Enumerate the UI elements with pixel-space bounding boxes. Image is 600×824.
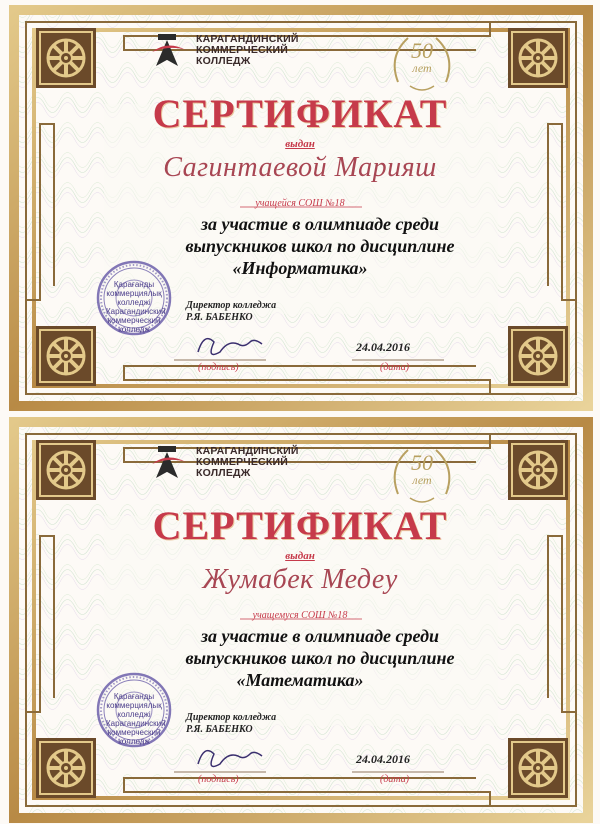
recipient-name: Жумабек Медеу	[202, 564, 398, 595]
discipline-name: «Математика»	[236, 670, 364, 690]
corner-ornament	[36, 440, 96, 500]
director-block	[186, 300, 276, 324]
recipient-name: Сагинтаевой Марияш	[163, 152, 437, 183]
director-name: Р.Я. БАБЕНКО	[186, 724, 253, 735]
date-caption: (дата)	[380, 774, 410, 785]
certificate-title: СЕРТИФИКАТ	[152, 91, 448, 136]
college-name: КАРАГАНДИНСКИЙ КОММЕРЧЕСКИЙ КОЛЛЕДЖ	[196, 33, 299, 67]
signature-caption: (подпись)	[198, 774, 239, 785]
anniversary-badge: 50 лет	[411, 38, 433, 75]
director-title: Директор колледжа	[186, 300, 277, 311]
stamp-text: Қарағанды коммерциялық колледжі Карагандинский коммерческий колледж	[106, 692, 166, 746]
certificate-date: 24.04.2016	[356, 340, 410, 354]
corner-ornament	[36, 28, 96, 88]
certificate-title: СЕРТИФИКАТ	[152, 503, 448, 548]
certificate-date: 24.04.2016	[356, 752, 410, 766]
recipient-school: учащейся СОШ №18	[255, 198, 345, 209]
director-title: Директор колледжа	[186, 712, 277, 723]
issued-label: выдан	[285, 138, 315, 150]
director-name: Р.Я. БАБЕНКО	[186, 312, 253, 323]
body-line-1: за участие в олимпиаде среди	[200, 214, 440, 234]
issued-label: выдан	[285, 550, 315, 562]
certificate-2	[0, 412, 600, 824]
body-line-1: за участие в олимпиаде среди	[200, 626, 440, 646]
college-name: КАРАГАНДИНСКИЙ КОММЕРЧЕСКИЙ КОЛЛЕДЖ	[196, 445, 299, 479]
body-line-2: выпускников школ по дисциплине	[185, 236, 455, 256]
director-block	[186, 712, 276, 736]
discipline-name: «Информатика»	[232, 258, 368, 278]
recipient-school: учащемуся СОШ №18	[252, 610, 348, 621]
body-line-2: выпускников школ по дисциплине	[185, 648, 455, 668]
date-caption: (дата)	[380, 362, 410, 373]
stamp-text: Қарағанды коммерциялық колледжі Карагандинский коммерческий колледж	[106, 280, 166, 334]
anniversary-badge: 50 лет	[411, 450, 433, 487]
signature-caption: (подпись)	[198, 362, 239, 373]
